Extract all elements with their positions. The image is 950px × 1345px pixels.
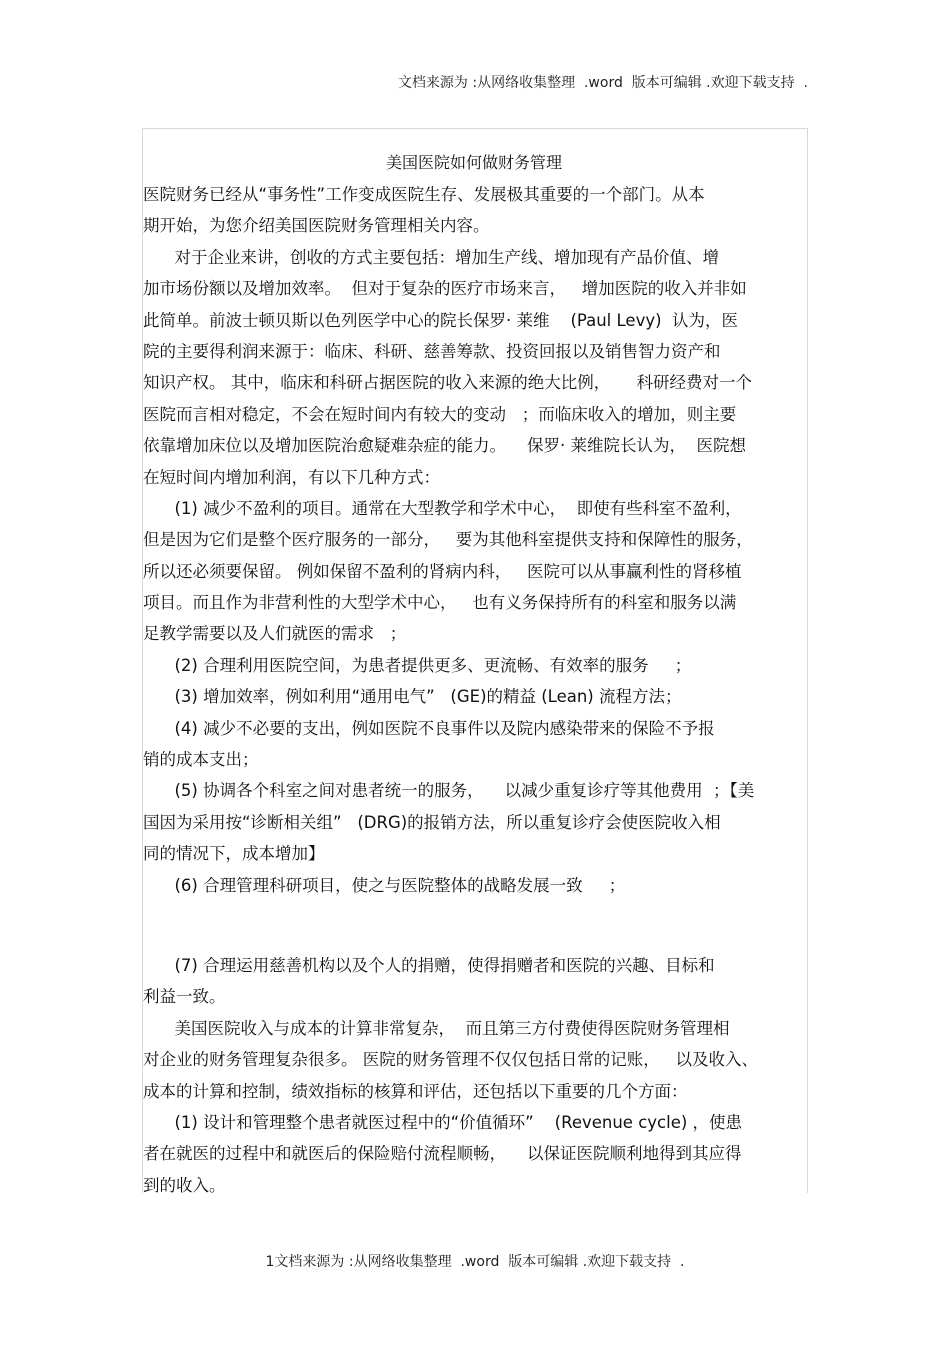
body-line: (3) 增加效率，例如利用“通用电气” (GE)的精益 (Lean) 流程方法；: [143, 687, 682, 707]
body-line: 到的收入。: [143, 1175, 226, 1195]
body-line: 同的情况下，成本增加】: [143, 844, 325, 864]
body-line: 项目。而且作为非营利性的大型学术中心， 也有义务保持所有的科室和服务以满: [143, 593, 737, 613]
body-line: 者在就医的过程中和就医后的保险赔付流程顺畅， 以保证医院顺利地得到其应得: [143, 1144, 742, 1164]
body-line: 足教学需要以及人们就医的需求 ；: [143, 624, 407, 644]
body-line: 期开始，为您介绍美国医院财务管理相关内容。: [143, 216, 490, 236]
body-line: (4) 减少不必要的支出，例如医院不良事件以及院内感染带来的保险不予报: [143, 718, 715, 738]
body-line: 依靠增加床位以及增加医院治愈疑难杂症的能力。 保罗· 莱维院长认为， 医院想: [143, 436, 746, 456]
body-line: 对企业的财务管理复杂很多。 医院的财务管理不仅仅包括日常的记账， 以及收入、: [143, 1050, 758, 1070]
page-footer: 1文档来源为 :从网络收集整理 .word 版本可编辑 .欢迎下载支持 .: [265, 1254, 685, 1270]
body-line: 但是因为它们是整个医疗服务的一部分， 要为其他科室提供支持和保障性的服务，: [143, 530, 753, 550]
document-title: 美国医院如何做财务管理: [385, 153, 562, 172]
body-line: (6) 合理管理科研项目，使之与医院整体的战略发展一致 ；: [143, 875, 626, 895]
body-line: 加市场份额以及增加效率。 但对于复杂的医疗市场来言， 增加医院的收入并非如: [143, 279, 747, 299]
body-line: 利益一致。: [143, 987, 226, 1007]
body-line: 美国医院收入与成本的计算非常复杂， 而且第三方付费使得医院财务管理相: [143, 1018, 730, 1038]
page-header: 文档来源为 :从网络收集整理 .word 版本可编辑 .欢迎下载支持 .: [397, 75, 808, 91]
body-line: 对于企业来讲，创收的方式主要包括：增加生产线、增加现有产品价值、增: [143, 247, 719, 267]
body-line: 知识产权。 其中，临床和科研占据医院的收入来源的绝大比例， 科研经费对一个: [143, 373, 752, 393]
paragraph-gap: [143, 901, 807, 950]
body-line: 成本的计算和控制，绩效指标的核算和评估，还包括以下重要的几个方面：: [143, 1081, 688, 1101]
body-line: (1) 减少不盈利的项目。通常在大型教学和学术中心， 即使有些科室不盈利，: [143, 498, 742, 518]
document-body: [143, 179, 807, 1201]
body-line: 所以还必须要保留。 例如保留不盈利的肾病内科， 医院可以从事赢利性的肾移植: [143, 561, 742, 581]
body-line: 国因为采用按“诊断相关组” (DRG)的报销方法，所以重复诊疗会使医院收入相: [143, 812, 721, 832]
body-line: (5) 协调各个科室之间对患者统一的服务， 以减少重复诊疗等其他费用 ；【美: [143, 781, 755, 801]
body-line: 医院而言相对稳定，不会在短时间内有较大的变动 ；而临床收入的增加，则主要: [143, 404, 737, 424]
body-line: 此简单。前波士顿贝斯以色列医学中心的院长保罗· 莱维 (Paul Levy) 认为，医: [143, 310, 739, 330]
body-line: 院的主要得利润来源于：临床、科研、慈善筹款、投资回报以及销售智力资产和: [143, 341, 721, 361]
body-line: 销的成本支出；: [143, 750, 259, 770]
body-line: 在短时间内增加利润，有以下几种方式：: [143, 467, 440, 487]
body-line: 医院财务已经从“事务性”工作变成医院生存、发展极其重要的一个部门。从本: [143, 185, 705, 204]
body-line: (7) 合理运用慈善机构以及个人的捐赠，使得捐赠者和医院的兴趣、目标和: [143, 955, 715, 975]
body-line: (2) 合理利用医院空间，为患者提供更多、更流畅、有效率的服务 ；: [143, 655, 692, 675]
body-line: (1) 设计和管理整个患者就医过程中的“价值循环” (Revenue cycle) ，使患: [143, 1112, 743, 1132]
